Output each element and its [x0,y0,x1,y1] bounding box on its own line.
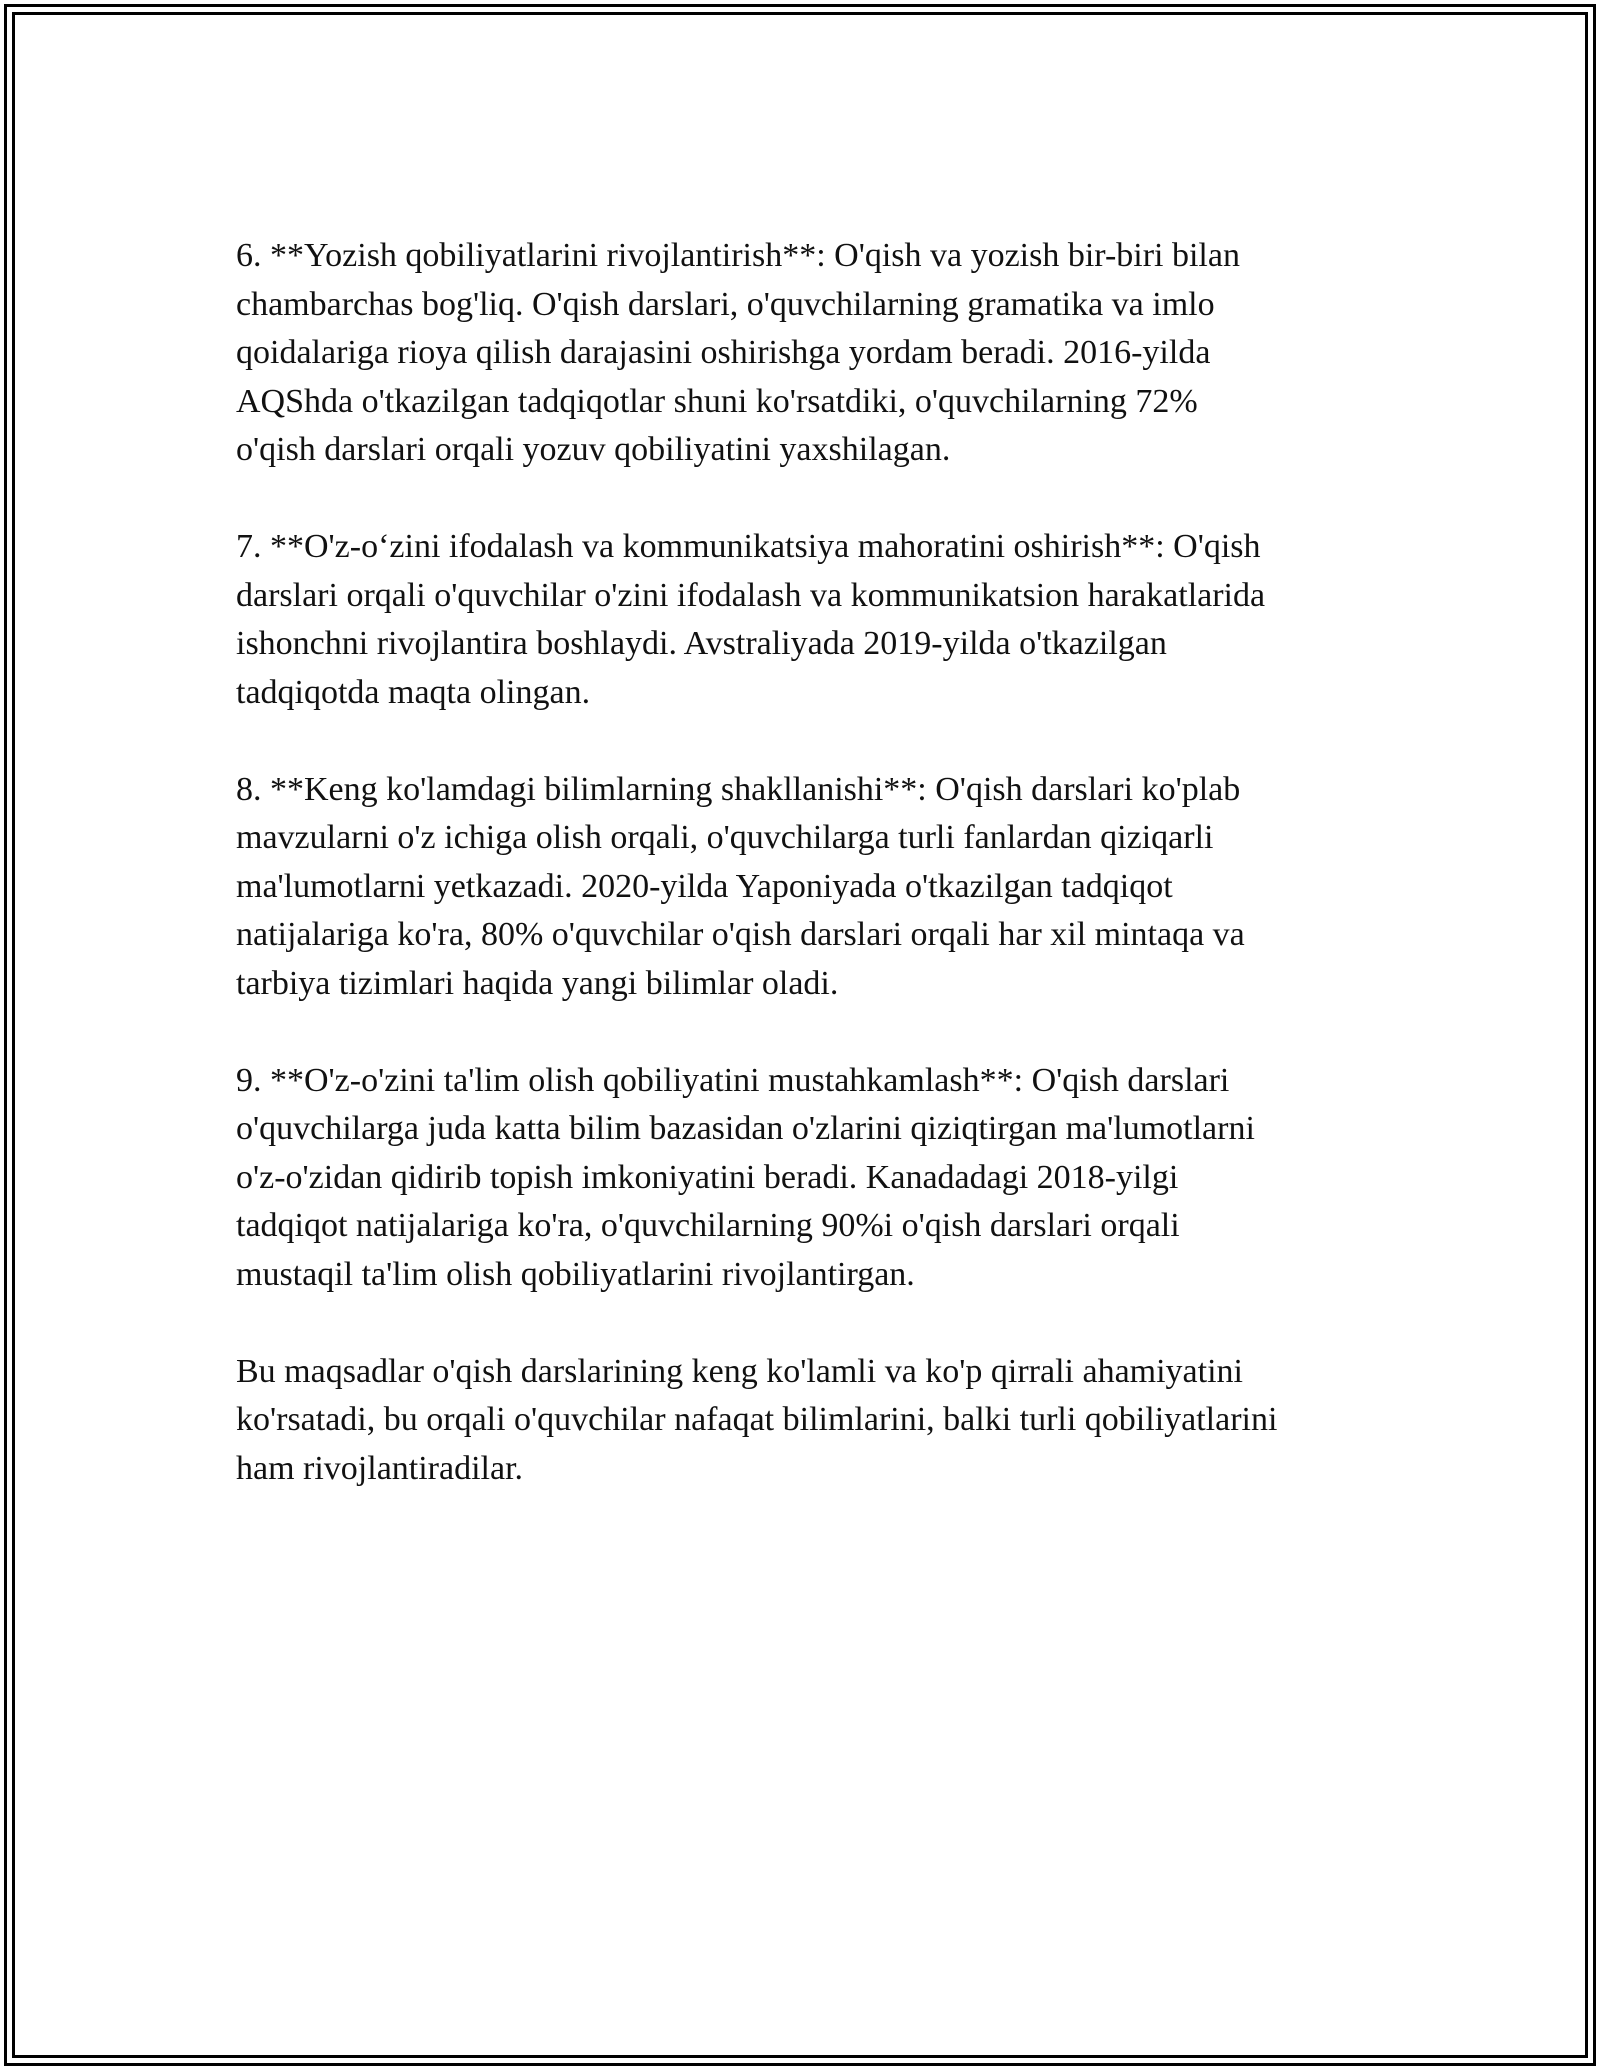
text-line: o'qish darslari orqali yozuv qobiliyatini yaxshilagan. [236,431,951,468]
text-line: o'z-o'zidan qidirib topish imkoniyatini beradi. Kanadadagi 2018-yilgi [236,1158,1179,1196]
paragraph-7-self-expression [236,523,1386,717]
text-line: ko'rsatadi, bu orqali o'quvchilar nafaqat bilimlarini, balki turli qobiliyatlarini [236,1401,1278,1438]
text-line: ma'lumotlarni yetkazadi. 2020-yilda Yaponiyada o'tkazilgan tadqiqot [236,867,1173,905]
text-line: tadqiqotda maqta olingan. [236,673,591,711]
text-line: darslari orqali o'quvchilar o'zini ifodalash va kommunikatsion harakatlarida [236,576,1266,614]
paragraph-9-self-learning [236,1057,1386,1300]
text-line: chambarchas bog'liq. O'qish darslari, o'quvchilarning gramatika va imlo [236,285,1215,323]
text-line: ishonchni rivojlantira boshlaydi. Avstraliyada 2019-yilda o'tkazilgan [236,625,1167,662]
text-line: natijalariga ko'ra, 80% o'quvchilar o'qish darslari orqali har xil mintaqa va [236,916,1245,953]
text-line: AQShda o'tkazilgan tadqiqotlar shuni ko'rsatdiki, o'quvchilarning 72% [236,382,1198,420]
text-line: Bu maqsadlar o'qish darslarining keng ko'lamli va ko'p qirrali ahamiyatini [236,1352,1243,1390]
text-line: 7. **O'z-o‘zini ifodalash va kommunikatsiya mahoratini oshirish**: O'qish [236,528,1261,565]
paragraph-8-broad-knowledge [236,766,1386,1009]
text-line: 8. **Keng ko'lamdagi bilimlarning shakllanishi**: O'qish darslari ko'plab [236,770,1241,808]
text-line: 6. **Yozish qobiliyatlarini rivojlantirish**: O'qish va yozish bir-biri bilan [236,237,1240,274]
text-line: o'quvchilarga juda katta bilim bazasidan o'zlarini qiziqtirgan ma'lumotlarni [236,1110,1255,1147]
paragraph-6-writing-skills [236,232,1386,475]
text-line: tarbiya tizimlari haqida yangi bilimlar oladi. [236,964,839,1002]
text-line: mustaqil ta'lim olish qobiliyatlarini rivojlantirgan. [236,1255,915,1293]
text-line: ham rivojlantiradilar. [236,1449,524,1487]
text-line: mavzularni o'z ichiga olish orqali, o'quvchilarga turli fanlardan qiziqarli [236,819,1214,856]
document-body [236,232,1386,1542]
text-line: tadqiqot natijalariga ko'ra, o'quvchilarning 90%i o'qish darslari orqali [236,1207,1180,1244]
text-line: qoidalariga rioya qilish darajasini oshirishga yordam beradi. 2016-yilda [236,334,1211,371]
paragraph-conclusion [236,1348,1386,1494]
text-line: 9. **O'z-o'zini ta'lim olish qobiliyatini mustahkamlash**: O'qish darslari [236,1061,1230,1099]
